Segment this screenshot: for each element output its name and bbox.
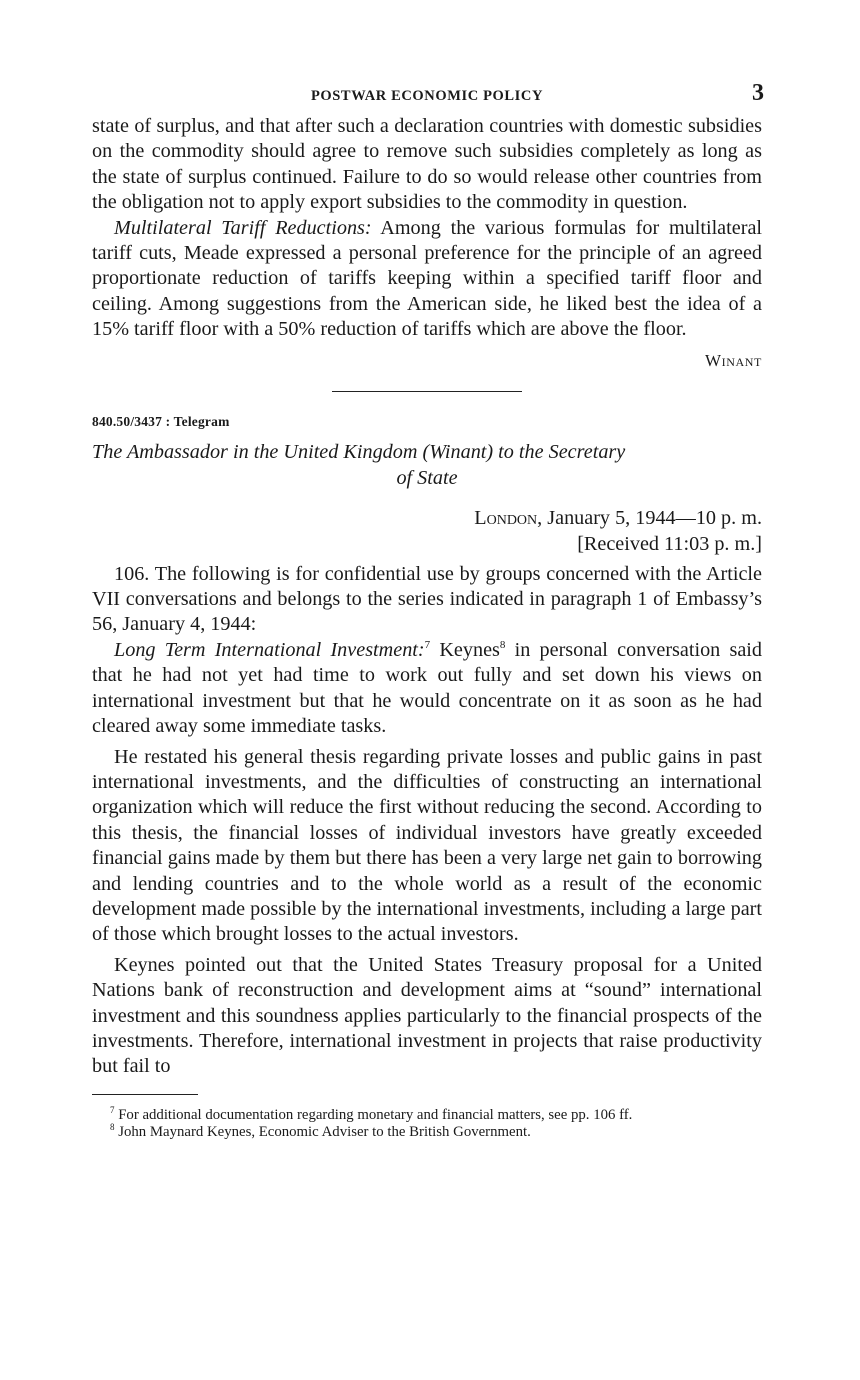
document-title-main: The Ambassador in the United Kingdom (Winant) to the Secretary bbox=[92, 440, 626, 463]
telegram-paragraph-1: 106. The following is for confidential use by groups concerned with the Article VII conversations and belongs to the series indicated in paragraph 1 of Embassy’s 56, January 4, 1944: bbox=[92, 562, 762, 636]
document-separator bbox=[332, 391, 522, 392]
received-line: [Received 11:03 p. m.] bbox=[577, 532, 762, 555]
telegram-paragraph-3: He restated his general thesis regarding private losses and public gains in past international investments, and the difficulties of constructing an international organization which will reduce the first without reducing the second. According to this thesis, the financial losses of individual investors have greatly exceeded financial gains made by them but there has been a very large net gain to borrowing and lending countries and to the whole world as a result of the economic development made possible by the international investments, including a large part of those which brought losses to the actual investors. bbox=[92, 745, 762, 946]
file-number: 840.50/3437 : Telegram bbox=[92, 413, 230, 429]
keynes-name: Keynes bbox=[430, 638, 500, 661]
footnote-8-text: John Maynard Keynes, Economic Adviser to the British Government. bbox=[118, 1123, 531, 1140]
document-title bbox=[92, 439, 762, 491]
prev-doc-paragraph-1: state of surplus, and that after such a declaration countries with domestic subsidies on the commodity should agree to remove such subsidies completely as long as the state of surplus continued. Failure to do so would release other countries from the obligation not to apply export subsidies to the commodity in question. bbox=[92, 115, 762, 214]
section-heading-investment: Long Term International Investment: bbox=[114, 638, 425, 661]
footnote-8 bbox=[92, 1121, 762, 1141]
telegram-paragraph-2-text: in personal conversation said that he had not yet had time to work out fully and set down his views on international investment but that he would concentrate on it as soon as he had cleared away some immediate tasks. bbox=[92, 638, 762, 738]
footnote-mark-8: 8 bbox=[110, 1121, 115, 1132]
prev-doc-paragraph-2 bbox=[92, 216, 762, 343]
document-page bbox=[92, 80, 762, 1141]
document-title-last: of State bbox=[396, 466, 458, 489]
dateline-place: London bbox=[474, 506, 538, 529]
page-number: 3 bbox=[752, 80, 764, 106]
dateline-date: , January 5, 1944—10 p. m. bbox=[537, 506, 762, 529]
footnote-7 bbox=[92, 1104, 762, 1124]
dateline bbox=[92, 505, 762, 531]
footnote-ref-8[interactable]: 8 bbox=[499, 638, 506, 651]
telegram-paragraph-4: Keynes pointed out that the United States Treasury proposal for a United Nations bank of reconstruction and development aims at “sound” international investment and this soundness applies particularly to the financial prospects of the investments. Therefore, international investment in projects that raise productivity but fail to bbox=[92, 953, 762, 1078]
section-heading-tariff: Multilateral Tariff Reductions: bbox=[114, 216, 372, 239]
footnote-7-text: For additional documentation regarding monetary and financial matters, see pp. 106 ff. bbox=[118, 1106, 633, 1123]
prev-doc-paragraph-2-text: Among the various formulas for multilateral tariff cuts, Meade expressed a personal preference for the principle of an agreed proportionate reduction of tariffs keeping within a specified tariff floor and ceiling. Among suggestions from the American side, he liked best the idea of a 15% tariff floor with a 50% reduction of tariffs which are above the floor. bbox=[92, 216, 763, 341]
telegram-paragraph-2 bbox=[92, 638, 762, 740]
signature-winant: Winant bbox=[705, 350, 762, 370]
footnote-mark-7: 7 bbox=[110, 1104, 115, 1115]
running-head bbox=[92, 80, 762, 114]
footnote-ref-7[interactable]: 7 bbox=[424, 638, 431, 651]
footnote-separator bbox=[92, 1094, 198, 1095]
running-title: POSTWAR ECONOMIC POLICY bbox=[310, 88, 544, 104]
